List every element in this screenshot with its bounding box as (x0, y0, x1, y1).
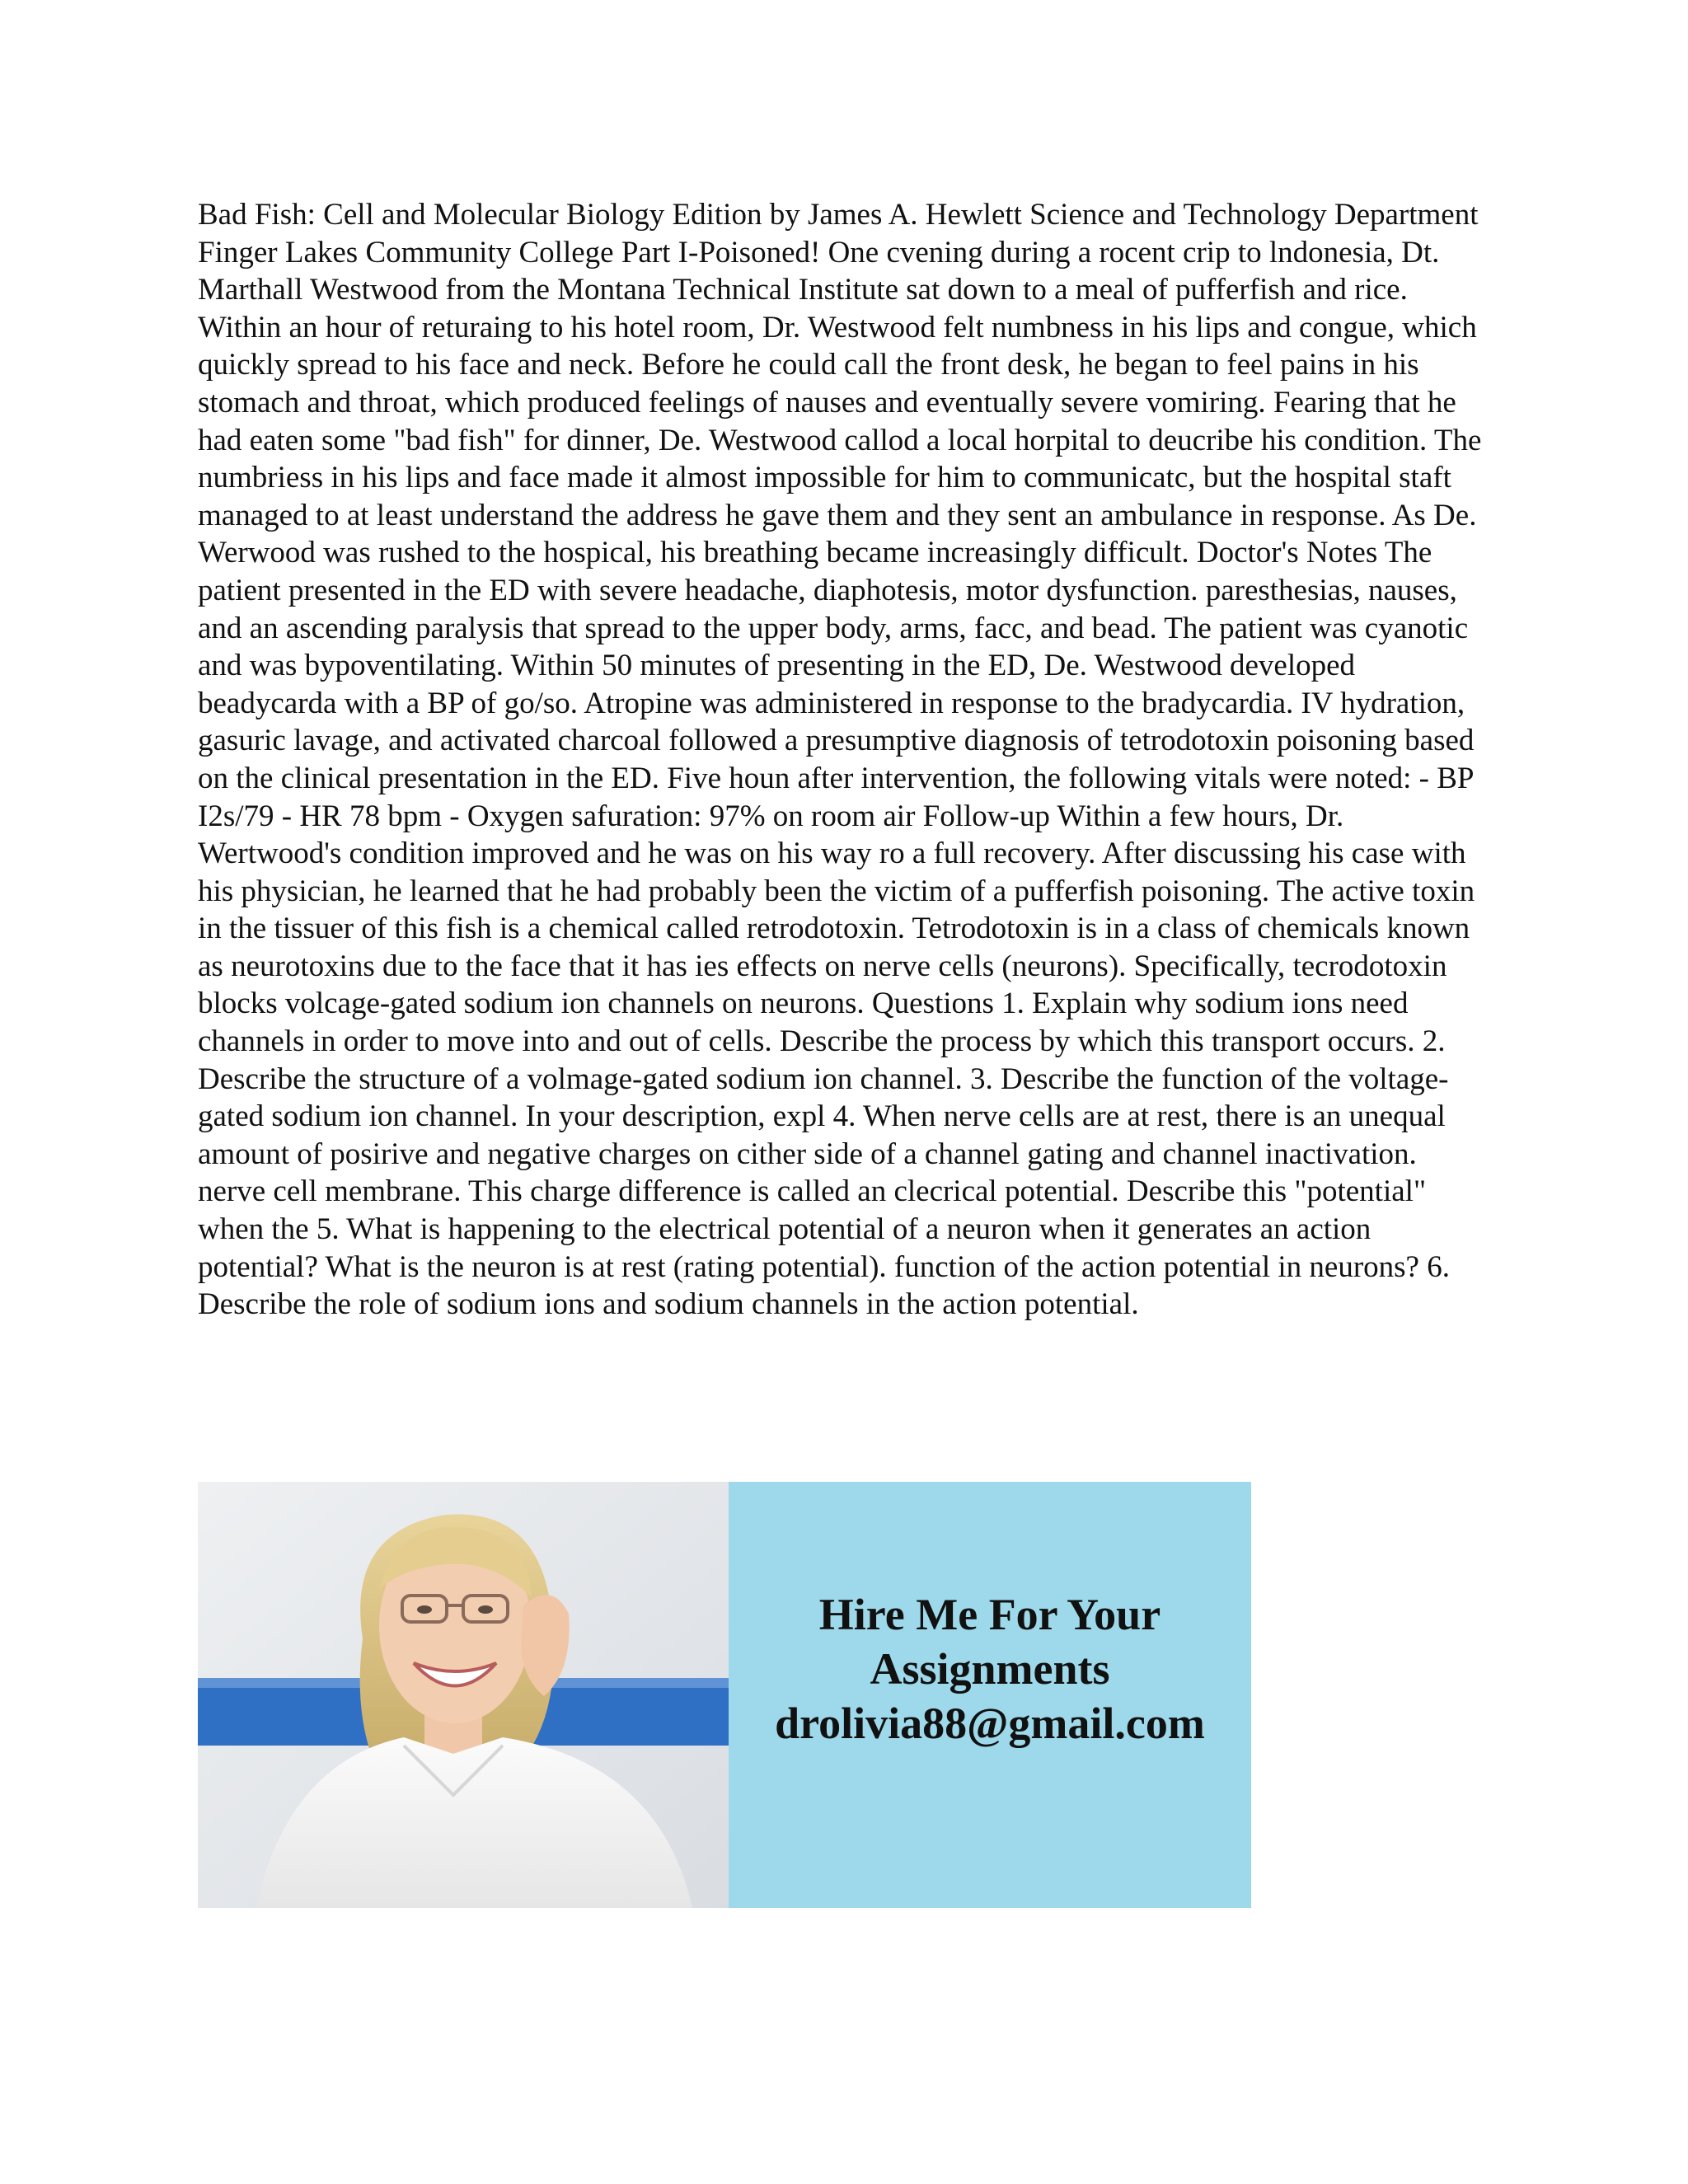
ad-line-hire: Hire Me For Your (818, 1590, 1161, 1639)
document-body-text: Bad Fish: Cell and Molecular Biology Edition by James A. Hewlett Science and Technology Department Finger Lakes Community College Part I-Poisoned! One cvening during a rocent crip to lndonesia, Dt. Marthall Westwood from the Montana Technical Institute sat down to a meal of pufferfish and rice. Within an hour of returaing to his hotel room, Dr. Westwood felt numbness in his lips and congue, which quickly spread to his face and neck. Before he could call the front desk, he began to feel pains in his stomach and throat, which produced feelings of nauses and eventually severe vomiring. Fearing that he had eaten some "bad fish" for dinner, De. Westwood callod a local horpital to deucribe his condition. The numbriess in his lips and face made it almost impossible for him to communicatc, but the hospital staft managed to at least understand the address he gave them and they sent an ambulance in response. As De. Werwood was rushed to the hospical, his breathing became increasingly difficult. Doctor's Notes The patient presented in the ED with severe headache, diaphotesis, motor dysfunction. paresthesias, nauses, and an ascending paralysis that spread to the upper body, arms, facc, and bead. The patient was cyanotic and was bypoventilating. Within 50 minutes of presenting in the ED, De. Westwood developed beadycarda with a BP of go/so. Atropine was administered in response to the bradycardia. IV hydration, gasuric lavage, and activated charcoal followed a presumptive diagnosis of tetrodotoxin poisoning based on the clinical presentation in the ED. Five houn after intervention, the following vitals were noted: - BP I2s/79 - HR 78 bpm - Oxygen safuration: 97% on room air Follow-up Within a few hours, Dr. Wertwood's condition improved and he was on his way ro a full recovery. After discussing his case with his physician, he learned that he had probably been the victim of a pufferfish poisoning. The active toxin in the tissuer of this fish is a chemical called retrodotoxin. Tetrodotoxin is in a class of chemicals known as neurotoxins due to the face that it has ies effects on nerve cells (neurons). Specifically, tecrodotoxin blocks volcage-gated sodium ion channels on neurons. Questions 1. Explain why sodium ions need channels in order to move into and out of cells. Describe the process by which this transport occurs. 2. Describe the structure of a volmage-gated sodium ion channel. 3. Describe the function of the voltage-gated sodium ion channel. In your description, expl 4. When nerve cells are at rest, there is an unequal amount of posirive and negative charges on cither side of a channel gating and channel inactivation. nerve cell membrane. This charge difference is called an clecrical potential. Describe this "potential" when the 5. What is happening to the electrical potential of a neuron when it generates an action potential? What is the neuron is at rest (rating potential). function of the action potential in neurons? 6. Describe the role of sodium ions and sodium channels in the action potential. (198, 198, 1482, 1322)
ad-text-panel (729, 1482, 1251, 1908)
ad-banner[interactable] (198, 1482, 1251, 1908)
ad-text (729, 1587, 1251, 1750)
ad-email[interactable]: drolivia88@gmail.com (775, 1699, 1205, 1748)
ad-line-assignments: Assignments (870, 1644, 1110, 1694)
ad-photo (198, 1482, 729, 1908)
